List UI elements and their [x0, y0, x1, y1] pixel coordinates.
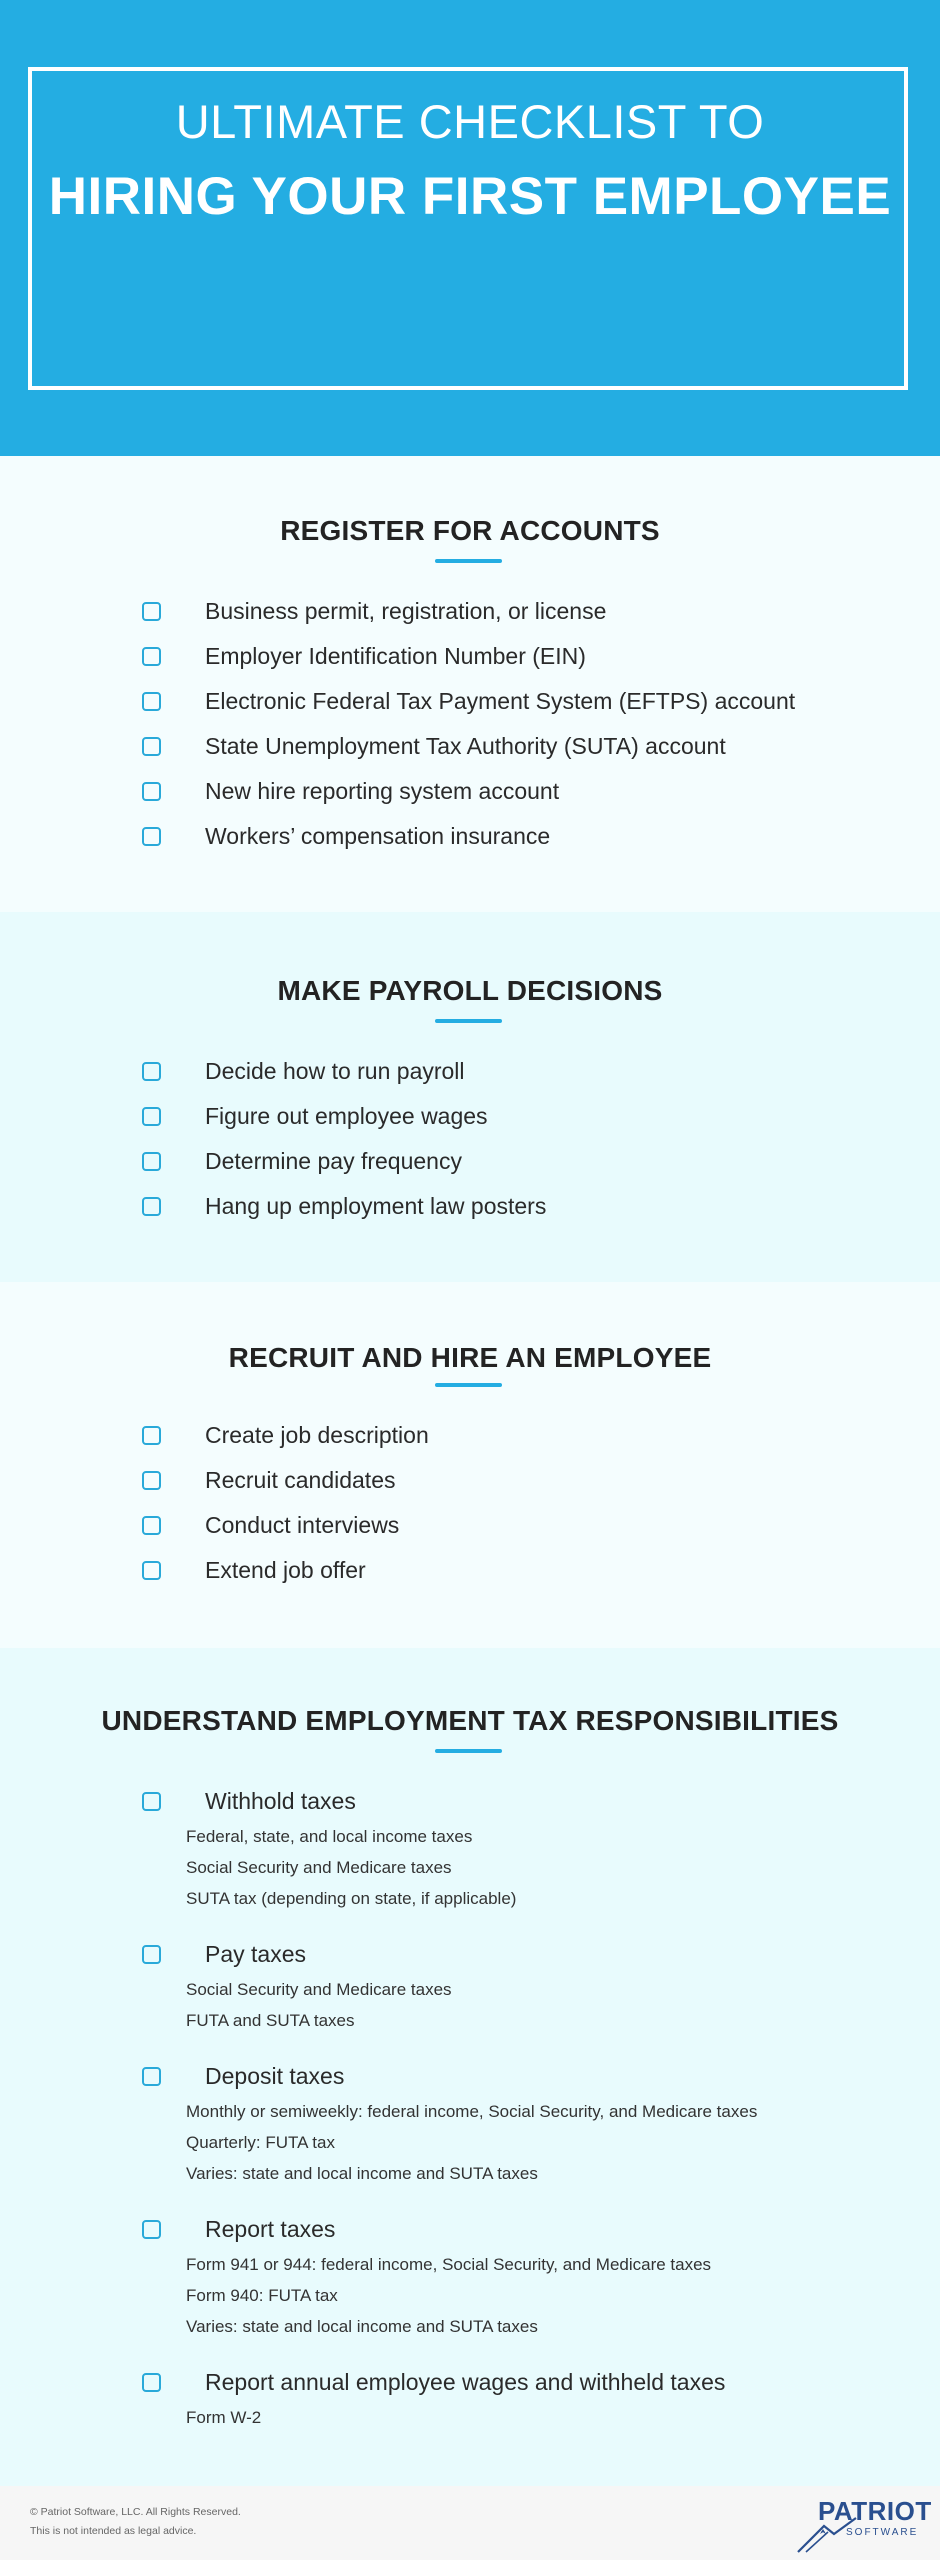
checklist-detail: Social Security and Medicare taxes [186, 1858, 452, 1877]
checkbox[interactable] [142, 1062, 161, 1081]
checklist-detail: Varies: state and local income and SUTA taxes [186, 2317, 538, 2336]
checklist-detail: Form 941 or 944: federal income, Social Security, and Medicare taxes [186, 2255, 712, 2274]
checklist-detail: Form 940: FUTA tax [186, 2286, 338, 2305]
checklist-item[interactable] [142, 1939, 306, 1969]
checklist-detail: SUTA tax (depending on state, if applicable) [186, 1889, 517, 1908]
checklist-detail: Form W-2 [186, 2408, 262, 2427]
section-title: REGISTER FOR ACCOUNTS [280, 515, 660, 546]
checklist-item-label: Figure out employee wages [205, 1102, 488, 1129]
section-register-accounts [0, 456, 940, 912]
checklist-item-label: Deposit taxes [205, 2062, 345, 2089]
section-underline [435, 1383, 502, 1387]
checklist-detail: Quarterly: FUTA tax [186, 2133, 335, 2152]
checklist-item[interactable] [142, 1420, 429, 1450]
section-recruit-hire [0, 1282, 940, 1648]
checkbox[interactable] [142, 692, 161, 711]
section-tax-responsibilities [0, 1648, 940, 2486]
checklist-item[interactable] [142, 2367, 725, 2397]
checklist-item[interactable] [142, 1056, 465, 1086]
checklist-item-label: Workers’ compensation insurance [205, 822, 551, 849]
section-title: MAKE PAYROLL DECISIONS [277, 975, 663, 1006]
checklist-item[interactable] [142, 2061, 344, 2091]
checklist-item[interactable] [142, 776, 559, 806]
checkbox[interactable] [142, 737, 161, 756]
section-underline [435, 559, 502, 563]
title-line-1: ULTIMATE CHECKLIST TO [175, 95, 765, 148]
checklist-item-label: State Unemployment Tax Authority (SUTA) account [205, 732, 726, 759]
section-underline [435, 1019, 502, 1023]
checklist-item[interactable] [142, 641, 586, 671]
checklist-item-label: Report annual employee wages and withheld taxes [205, 2368, 726, 2395]
checklist-item-label: New hire reporting system account [205, 777, 560, 804]
checklist-detail: Varies: state and local income and SUTA taxes [186, 2164, 538, 2183]
checkbox[interactable] [142, 1426, 161, 1445]
checklist-item[interactable] [142, 1146, 462, 1176]
checklist-item[interactable] [142, 1555, 366, 1585]
checkbox[interactable] [142, 1792, 161, 1811]
copyright-text: © Patriot Software, LLC. All Rights Reserved. [30, 2506, 241, 2518]
checkbox[interactable] [142, 1945, 161, 1964]
checklist-detail: FUTA and SUTA taxes [186, 2011, 355, 2030]
checklist-item[interactable] [142, 1465, 396, 1495]
checkbox[interactable] [142, 827, 161, 846]
checklist-item[interactable] [142, 1101, 488, 1131]
checklist-item-label: Pay taxes [205, 1940, 306, 1967]
checklist-item-label: Business permit, registration, or license [205, 597, 607, 624]
checkbox[interactable] [142, 2373, 161, 2392]
checkbox[interactable] [142, 1197, 161, 1216]
checkbox[interactable] [142, 602, 161, 621]
checklist-item-label: Conduct interviews [205, 1511, 400, 1538]
section-title: RECRUIT AND HIRE AN EMPLOYEE [228, 1342, 712, 1373]
checklist-item-label: Create job description [205, 1421, 429, 1448]
checklist-item[interactable] [142, 596, 606, 626]
section-payroll-decisions [0, 912, 940, 1282]
checklist-item-label: Employer Identification Number (EIN) [205, 642, 586, 669]
checklist-item[interactable] [142, 686, 795, 716]
checklist-item[interactable] [142, 1786, 356, 1816]
checkbox[interactable] [142, 1561, 161, 1580]
checkbox[interactable] [142, 647, 161, 666]
checklist-detail: Federal, state, and local income taxes [186, 1827, 473, 1846]
checkbox[interactable] [142, 782, 161, 801]
checklist-item-label: Recruit candidates [205, 1466, 396, 1493]
checkbox[interactable] [142, 2220, 161, 2239]
checklist-item[interactable] [142, 1510, 399, 1540]
checklist-item[interactable] [142, 821, 550, 851]
section-underline [435, 1749, 502, 1753]
checklist-item[interactable] [142, 731, 726, 761]
checklist-item-label: Hang up employment law posters [205, 1192, 547, 1219]
checklist-detail: Monthly or semiweekly: federal income, Social Security, and Medicare taxes [186, 2102, 758, 2121]
checklist-item-label: Determine pay frequency [205, 1147, 462, 1174]
checklist-item-label: Decide how to run payroll [205, 1057, 465, 1084]
checklist-item[interactable] [142, 2214, 335, 2244]
checklist-item-label: Report taxes [205, 2215, 336, 2242]
patriot-software-logo[interactable] [796, 2496, 932, 2548]
title-line-2: HIRING YOUR FIRST EMPLOYEE [48, 167, 892, 226]
disclaimer-text: This is not intended as legal advice. [30, 2525, 197, 2537]
checkbox[interactable] [142, 1152, 161, 1171]
checklist-detail: Social Security and Medicare taxes [186, 1980, 452, 1999]
logo-subtext: SOFTWARE [846, 2527, 919, 2538]
checklist-item-label: Electronic Federal Tax Payment System (EFTPS) account [205, 687, 796, 714]
logo-wordmark: PATRIOT [818, 2496, 932, 2526]
section-title: UNDERSTAND EMPLOYMENT TAX RESPONSIBILITIES [101, 1705, 839, 1736]
checklist-item-label: Extend job offer [205, 1556, 366, 1583]
checkbox[interactable] [142, 1107, 161, 1126]
header-banner [0, 0, 940, 456]
checklist-item[interactable] [142, 1191, 546, 1221]
checkbox[interactable] [142, 2067, 161, 2086]
checkbox[interactable] [142, 1516, 161, 1535]
checklist-item-label: Withhold taxes [205, 1787, 356, 1814]
checkbox[interactable] [142, 1471, 161, 1490]
